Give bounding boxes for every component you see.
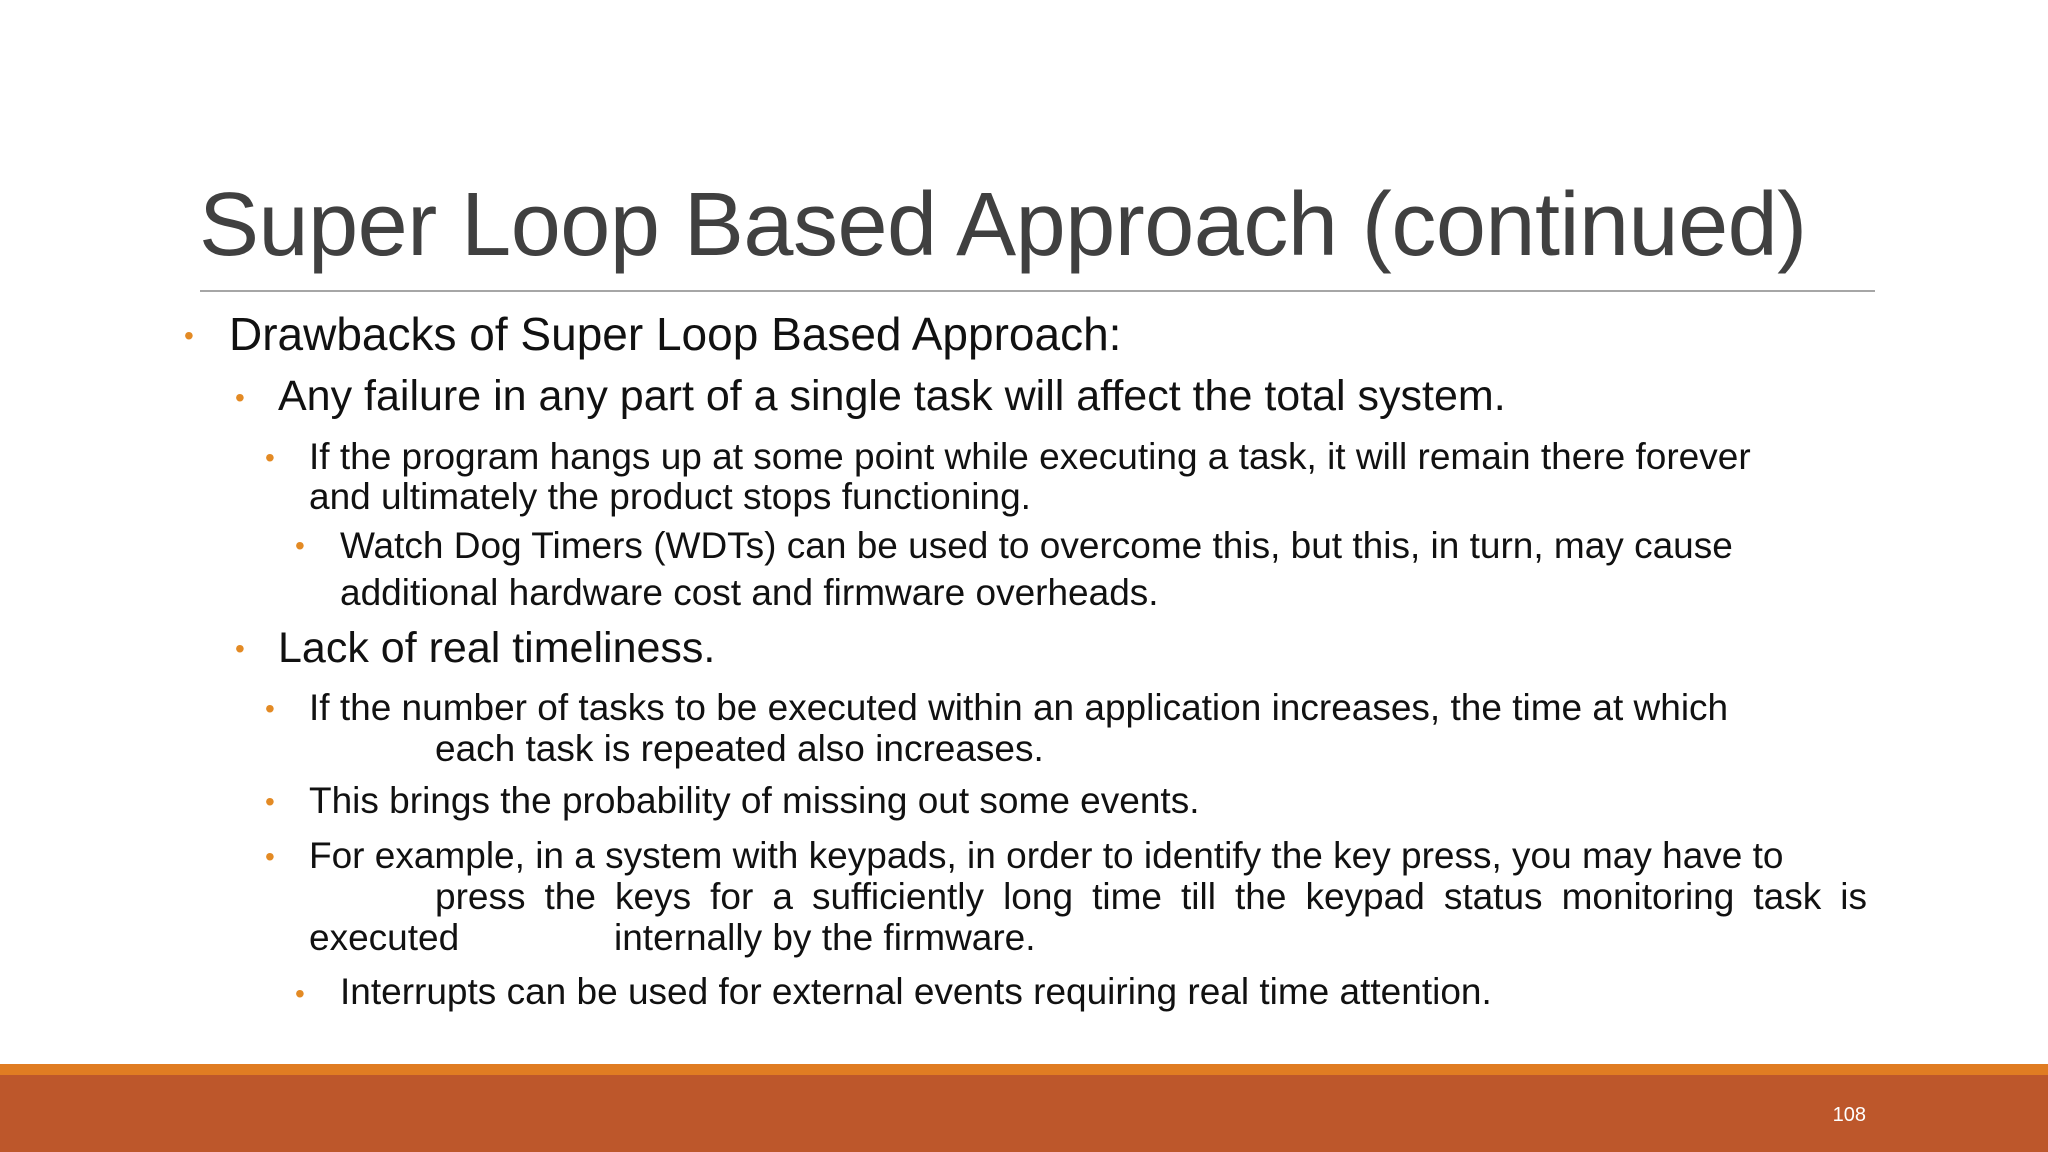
footer-accent-bar	[0, 1064, 2048, 1075]
bullet-keypad-line2: press the keys for a sufficiently long time till the keypad status monitoring task is	[435, 876, 1867, 917]
bullet-drawbacks: Drawbacks of Super Loop Based Approach:	[229, 308, 1122, 360]
bullet-tasks-increase-line1: If the number of tasks to be executed within an application increases, the time at which	[309, 687, 1729, 728]
bullet-wdt-line2: additional hardware cost and firmware overheads.	[340, 572, 1159, 613]
footer-bar	[0, 1075, 2048, 1152]
slide-title: Super Loop Based Approach (continued)	[199, 175, 1807, 275]
bullet-tasks-increase-line2: each task is repeated also increases.	[435, 728, 1044, 769]
bullet-icon: •	[265, 786, 275, 817]
title-divider	[200, 290, 1875, 292]
bullet-icon: •	[184, 320, 194, 351]
bullet-timeliness: Lack of real timeliness.	[278, 624, 716, 672]
bullet-icon: •	[265, 841, 275, 872]
bullet-icon: •	[235, 633, 245, 664]
bullet-failure: Any failure in any part of a single task will affect the total system.	[278, 372, 1506, 420]
bullet-keypad-line3a: executed	[309, 917, 460, 958]
bullet-interrupts: Interrupts can be used for external events requiring real time attention.	[340, 971, 1492, 1012]
bullet-missing-events: This brings the probability of missing out some events.	[309, 780, 1200, 821]
bullet-keypad-line3b: internally by the firmware.	[614, 917, 1036, 958]
bullet-program-hangs-line2: and ultimately the product stops functioning.	[309, 476, 1031, 517]
bullet-program-hangs-line1: If the program hangs up at some point while executing a task, it will remain there forever	[309, 436, 1751, 477]
page-number: 108	[1832, 1104, 1866, 1126]
bullet-icon: •	[265, 442, 275, 473]
bullet-icon: •	[265, 693, 275, 724]
bullet-icon: •	[295, 530, 305, 561]
bullet-wdt-line1: Watch Dog Timers (WDTs) can be used to overcome this, but this, in turn, may cause	[340, 525, 1733, 566]
bullet-icon: •	[295, 978, 305, 1009]
bullet-icon: •	[235, 382, 245, 413]
bullet-keypad-line1: For example, in a system with keypads, in order to identify the key press, you may have to	[309, 835, 1784, 876]
